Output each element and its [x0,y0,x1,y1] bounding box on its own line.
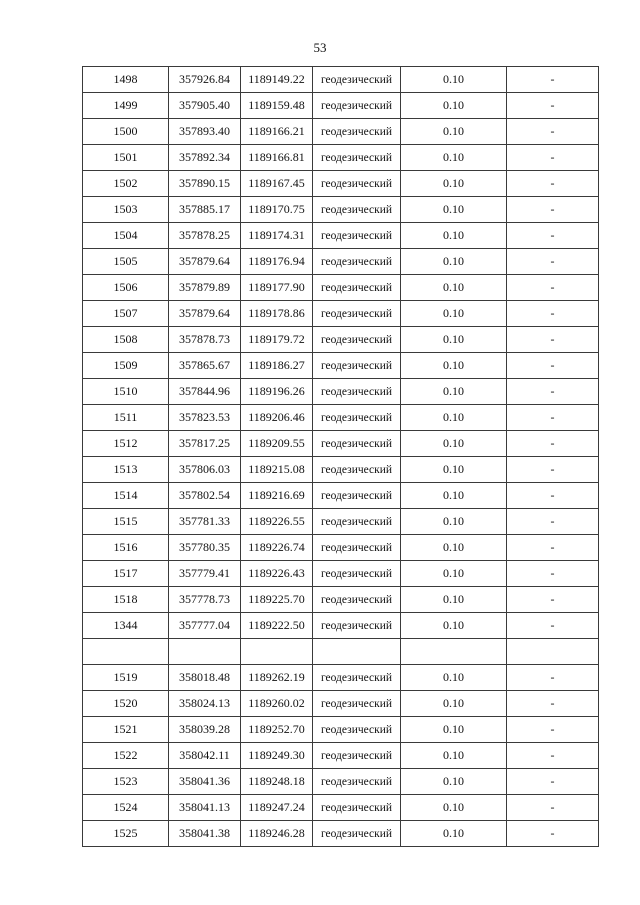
y-coordinate-cell: 1189226.55 [241,509,313,535]
note-cell: - [507,275,599,301]
x-coordinate-cell: 357893.40 [169,119,241,145]
note-cell: - [507,535,599,561]
y-coordinate-cell: 1189209.55 [241,431,313,457]
point-number-cell: 1523 [83,769,169,795]
y-coordinate-cell: 1189249.30 [241,743,313,769]
point-number-cell: 1499 [83,93,169,119]
accuracy-cell: 0.10 [401,509,507,535]
y-coordinate-cell: 1189226.43 [241,561,313,587]
method-cell: геодезический [313,483,401,509]
table-row [83,821,599,847]
table-separator-row [83,639,599,665]
y-coordinate-cell: 1189167.45 [241,171,313,197]
y-coordinate-cell: 1189262.19 [241,665,313,691]
point-number-cell: 1522 [83,743,169,769]
y-coordinate-cell: 1189179.72 [241,327,313,353]
empty-cell [83,639,169,665]
method-cell: геодезический [313,795,401,821]
y-coordinate-cell: 1189176.94 [241,249,313,275]
y-coordinate-cell: 1189206.46 [241,405,313,431]
note-cell: - [507,405,599,431]
x-coordinate-cell: 357777.04 [169,613,241,639]
table-row [83,67,599,93]
y-coordinate-cell: 1189149.22 [241,67,313,93]
method-cell: геодезический [313,171,401,197]
table-row [83,93,599,119]
note-cell: - [507,691,599,717]
y-coordinate-cell: 1189246.28 [241,821,313,847]
table-row [83,587,599,613]
accuracy-cell: 0.10 [401,249,507,275]
point-number-cell: 1515 [83,509,169,535]
note-cell: - [507,379,599,405]
method-cell: геодезический [313,93,401,119]
accuracy-cell: 0.10 [401,483,507,509]
point-number-cell: 1520 [83,691,169,717]
point-number-cell: 1519 [83,665,169,691]
accuracy-cell: 0.10 [401,613,507,639]
point-number-cell: 1508 [83,327,169,353]
accuracy-cell: 0.10 [401,795,507,821]
note-cell: - [507,249,599,275]
x-coordinate-cell: 358024.13 [169,691,241,717]
method-cell: геодезический [313,275,401,301]
table-row [83,457,599,483]
point-number-cell: 1501 [83,145,169,171]
table-row [83,509,599,535]
point-number-cell: 1514 [83,483,169,509]
x-coordinate-cell: 357780.35 [169,535,241,561]
point-number-cell: 1506 [83,275,169,301]
note-cell: - [507,743,599,769]
y-coordinate-cell: 1189178.86 [241,301,313,327]
x-coordinate-cell: 357779.41 [169,561,241,587]
x-coordinate-cell: 358041.13 [169,795,241,821]
empty-cell [241,639,313,665]
x-coordinate-cell: 357823.53 [169,405,241,431]
table-row [83,145,599,171]
table-row [83,379,599,405]
note-cell: - [507,327,599,353]
point-number-cell: 1504 [83,223,169,249]
point-number-cell: 1511 [83,405,169,431]
table-row [83,717,599,743]
accuracy-cell: 0.10 [401,769,507,795]
note-cell: - [507,431,599,457]
note-cell: - [507,301,599,327]
accuracy-cell: 0.10 [401,587,507,613]
accuracy-cell: 0.10 [401,691,507,717]
empty-cell [169,639,241,665]
table-row [83,327,599,353]
y-coordinate-cell: 1189174.31 [241,223,313,249]
point-number-cell: 1516 [83,535,169,561]
point-number-cell: 1507 [83,301,169,327]
accuracy-cell: 0.10 [401,301,507,327]
y-coordinate-cell: 1189159.48 [241,93,313,119]
accuracy-cell: 0.10 [401,431,507,457]
table-row [83,405,599,431]
note-cell: - [507,509,599,535]
method-cell: геодезический [313,145,401,171]
y-coordinate-cell: 1189260.02 [241,691,313,717]
method-cell: геодезический [313,223,401,249]
method-cell: геодезический [313,197,401,223]
note-cell: - [507,665,599,691]
x-coordinate-cell: 357879.89 [169,275,241,301]
method-cell: геодезический [313,717,401,743]
accuracy-cell: 0.10 [401,275,507,301]
y-coordinate-cell: 1189166.21 [241,119,313,145]
table-row [83,275,599,301]
note-cell: - [507,613,599,639]
note-cell: - [507,67,599,93]
table-row [83,535,599,561]
method-cell: геодезический [313,327,401,353]
point-number-cell: 1344 [83,613,169,639]
method-cell: геодезический [313,249,401,275]
note-cell: - [507,795,599,821]
accuracy-cell: 0.10 [401,197,507,223]
method-cell: геодезический [313,665,401,691]
table-row [83,249,599,275]
table-row [83,353,599,379]
y-coordinate-cell: 1189177.90 [241,275,313,301]
note-cell: - [507,93,599,119]
y-coordinate-cell: 1189222.50 [241,613,313,639]
x-coordinate-cell: 358041.36 [169,769,241,795]
accuracy-cell: 0.10 [401,561,507,587]
table-row [83,561,599,587]
x-coordinate-cell: 357926.84 [169,67,241,93]
empty-cell [313,639,401,665]
x-coordinate-cell: 357865.67 [169,353,241,379]
x-coordinate-cell: 357885.17 [169,197,241,223]
note-cell: - [507,197,599,223]
x-coordinate-cell: 357892.34 [169,145,241,171]
point-number-cell: 1498 [83,67,169,93]
empty-cell [401,639,507,665]
accuracy-cell: 0.10 [401,379,507,405]
table-row [83,483,599,509]
accuracy-cell: 0.10 [401,457,507,483]
note-cell: - [507,119,599,145]
method-cell: геодезический [313,301,401,327]
method-cell: геодезический [313,535,401,561]
note-cell: - [507,483,599,509]
x-coordinate-cell: 357806.03 [169,457,241,483]
point-number-cell: 1512 [83,431,169,457]
note-cell: - [507,717,599,743]
point-number-cell: 1503 [83,197,169,223]
y-coordinate-cell: 1189225.70 [241,587,313,613]
x-coordinate-cell: 357879.64 [169,249,241,275]
method-cell: геодезический [313,457,401,483]
x-coordinate-cell: 357878.25 [169,223,241,249]
point-number-cell: 1510 [83,379,169,405]
accuracy-cell: 0.10 [401,145,507,171]
note-cell: - [507,223,599,249]
x-coordinate-cell: 357781.33 [169,509,241,535]
accuracy-cell: 0.10 [401,743,507,769]
note-cell: - [507,353,599,379]
accuracy-cell: 0.10 [401,717,507,743]
table-row [83,691,599,717]
coordinates-table-body [83,67,599,847]
x-coordinate-cell: 358042.11 [169,743,241,769]
method-cell: геодезический [313,353,401,379]
method-cell: геодезический [313,613,401,639]
coordinates-table [82,66,599,847]
x-coordinate-cell: 357879.64 [169,301,241,327]
point-number-cell: 1518 [83,587,169,613]
accuracy-cell: 0.10 [401,67,507,93]
table-row [83,431,599,457]
x-coordinate-cell: 357905.40 [169,93,241,119]
x-coordinate-cell: 357878.73 [169,327,241,353]
table-row [83,769,599,795]
y-coordinate-cell: 1189166.81 [241,145,313,171]
note-cell: - [507,769,599,795]
y-coordinate-cell: 1189252.70 [241,717,313,743]
table-row [83,197,599,223]
method-cell: геодезический [313,67,401,93]
y-coordinate-cell: 1189215.08 [241,457,313,483]
x-coordinate-cell: 357844.96 [169,379,241,405]
table-row [83,743,599,769]
method-cell: геодезический [313,743,401,769]
x-coordinate-cell: 357817.25 [169,431,241,457]
point-number-cell: 1524 [83,795,169,821]
point-number-cell: 1502 [83,171,169,197]
y-coordinate-cell: 1189186.27 [241,353,313,379]
point-number-cell: 1525 [83,821,169,847]
x-coordinate-cell: 358018.48 [169,665,241,691]
y-coordinate-cell: 1189226.74 [241,535,313,561]
point-number-cell: 1521 [83,717,169,743]
accuracy-cell: 0.10 [401,119,507,145]
point-number-cell: 1509 [83,353,169,379]
accuracy-cell: 0.10 [401,327,507,353]
x-coordinate-cell: 358039.28 [169,717,241,743]
note-cell: - [507,587,599,613]
method-cell: геодезический [313,769,401,795]
method-cell: геодезический [313,561,401,587]
table-row [83,171,599,197]
point-number-cell: 1505 [83,249,169,275]
y-coordinate-cell: 1189248.18 [241,769,313,795]
x-coordinate-cell: 358041.38 [169,821,241,847]
method-cell: геодезический [313,821,401,847]
accuracy-cell: 0.10 [401,405,507,431]
point-number-cell: 1513 [83,457,169,483]
note-cell: - [507,561,599,587]
note-cell: - [507,457,599,483]
x-coordinate-cell: 357890.15 [169,171,241,197]
accuracy-cell: 0.10 [401,171,507,197]
note-cell: - [507,821,599,847]
note-cell: - [507,145,599,171]
accuracy-cell: 0.10 [401,353,507,379]
y-coordinate-cell: 1189216.69 [241,483,313,509]
point-number-cell: 1517 [83,561,169,587]
y-coordinate-cell: 1189170.75 [241,197,313,223]
table-row [83,665,599,691]
page-number: 53 [313,40,327,55]
accuracy-cell: 0.10 [401,665,507,691]
x-coordinate-cell: 357778.73 [169,587,241,613]
accuracy-cell: 0.10 [401,821,507,847]
method-cell: геодезический [313,119,401,145]
table-row [83,613,599,639]
table-row [83,795,599,821]
empty-cell [507,639,599,665]
method-cell: геодезический [313,587,401,613]
method-cell: геодезический [313,691,401,717]
accuracy-cell: 0.10 [401,93,507,119]
table-row [83,119,599,145]
method-cell: геодезический [313,431,401,457]
accuracy-cell: 0.10 [401,535,507,561]
method-cell: геодезический [313,405,401,431]
point-number-cell: 1500 [83,119,169,145]
note-cell: - [507,171,599,197]
accuracy-cell: 0.10 [401,223,507,249]
y-coordinate-cell: 1189247.24 [241,795,313,821]
table-row [83,301,599,327]
table-row [83,223,599,249]
method-cell: геодезический [313,379,401,405]
method-cell: геодезический [313,509,401,535]
y-coordinate-cell: 1189196.26 [241,379,313,405]
x-coordinate-cell: 357802.54 [169,483,241,509]
